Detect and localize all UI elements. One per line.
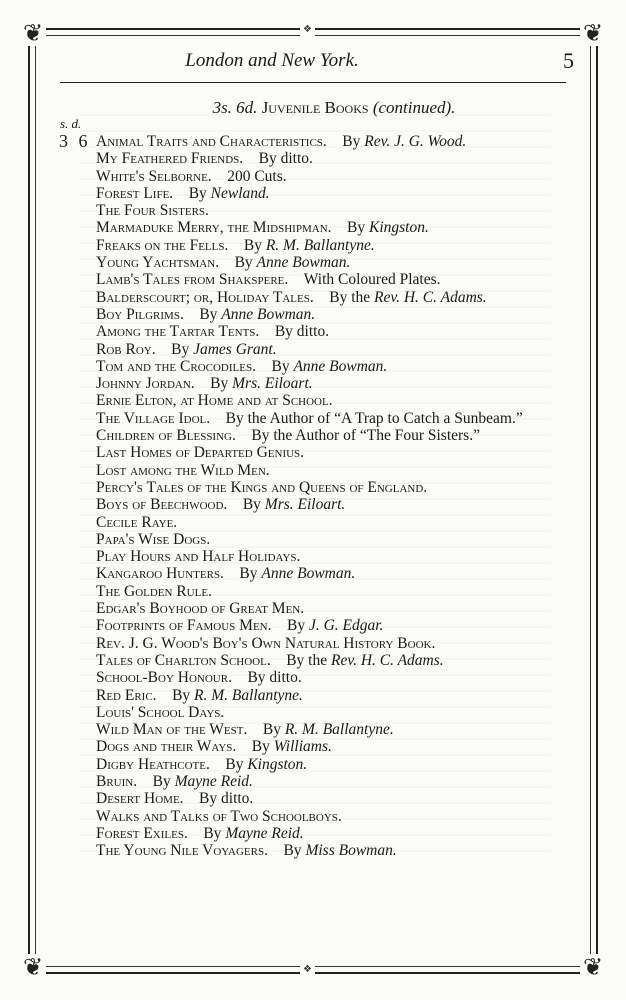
book-title: School-Boy Honour.: [96, 669, 232, 687]
book-entry: [96, 427, 560, 444]
book-entry: [96, 635, 560, 652]
book-author: R. M. Ballantyne.: [194, 686, 303, 704]
book-note: By ditto.: [258, 150, 313, 168]
book-title: Cecile Raye.: [96, 513, 178, 531]
book-title: Desert Home.: [96, 790, 184, 808]
book-by: By: [172, 686, 191, 704]
book-title: Lost among the Wild Men.: [96, 461, 270, 479]
book-entry: [96, 358, 560, 375]
section-title: [96, 98, 572, 118]
book-entry: [96, 531, 560, 548]
book-by: By: [203, 824, 222, 842]
book-title: The Village Idol.: [96, 409, 211, 427]
book-author: R. M. Ballantyne.: [265, 236, 375, 254]
corner-ornament-icon: ❦: [580, 20, 606, 46]
book-title: Louis' School Days.: [96, 703, 225, 721]
book-title: Marmaduke Merry, the Midshipman.: [96, 219, 332, 237]
price-column-value: 3 6: [59, 131, 91, 151]
book-entry: [96, 496, 560, 513]
corner-ornament-icon: ❦: [20, 954, 46, 980]
border-ornament-icon: ❖: [300, 24, 315, 36]
page-number: 5: [563, 48, 574, 73]
book-entry: [96, 825, 560, 842]
book-author: Mrs. Eiloart.: [232, 375, 313, 393]
book-author: Mayne Reid.: [174, 772, 253, 790]
book-author: Miss Bowman.: [305, 842, 397, 860]
book-note: 200 Cuts.: [227, 167, 287, 185]
book-entry: [96, 254, 560, 271]
book-by: By: [152, 772, 171, 790]
book-entry: [96, 271, 560, 288]
book-entry: [96, 738, 560, 755]
book-title: Dogs and their Ways.: [96, 738, 237, 756]
book-entry: [96, 548, 560, 565]
book-by: By: [347, 219, 366, 237]
book-author: Anne Bowman.: [256, 254, 351, 272]
book-author: Rev. H. C. Adams.: [374, 288, 487, 306]
book-author: Anne Bowman.: [221, 305, 316, 323]
section-title-text: Juvenile Books: [261, 98, 369, 117]
book-title: Lamb's Tales from Shakspere.: [96, 271, 289, 289]
book-title: Among the Tartar Tents.: [96, 323, 260, 341]
book-title: Boy Pilgrims.: [96, 305, 184, 323]
book-entry: [96, 721, 560, 738]
book-by: By: [271, 357, 290, 375]
book-by: By: [210, 375, 229, 393]
book-entry: [96, 444, 560, 461]
book-note: By ditto.: [274, 323, 330, 341]
book-author: Williams.: [273, 738, 332, 756]
book-title: Wild Man of the West.: [96, 721, 248, 739]
header-rule: [60, 82, 566, 83]
book-entry: [96, 652, 560, 669]
book-entry: [96, 617, 560, 634]
book-author: Newland.: [210, 184, 270, 202]
book-title: Digby Heathcote.: [96, 755, 210, 773]
book-by: By the: [286, 651, 328, 669]
book-entry: [96, 669, 560, 686]
book-title: My Feathered Friends.: [96, 150, 244, 168]
book-author: Kingston.: [247, 755, 308, 773]
book-author: Mayne Reid.: [225, 824, 304, 842]
book-by: By: [243, 236, 262, 254]
book-title: Johnny Jordan.: [96, 375, 195, 393]
book-author: James Grant.: [193, 340, 277, 358]
book-by: By the: [329, 288, 371, 306]
book-author: J. G. Edgar.: [308, 617, 384, 635]
book-note: By ditto.: [247, 669, 302, 687]
book-entry: [96, 168, 560, 185]
running-head: London and New York.: [185, 50, 359, 71]
page-header: [62, 46, 582, 80]
book-title: Edgar's Boyhood of Great Men.: [96, 600, 305, 618]
book-title: The Four Sisters.: [96, 202, 209, 220]
book-by: By: [234, 254, 253, 272]
book-by: By: [242, 496, 261, 514]
book-entry: [96, 323, 560, 340]
book-note: With Coloured Plates.: [303, 271, 441, 289]
book-author: Rev. J. G. Wood.: [364, 133, 467, 150]
book-by: By: [199, 305, 218, 323]
book-entry: [96, 600, 560, 617]
book-note: By the Author of “The Four Sisters.”: [251, 427, 480, 445]
book-title: Forest Life.: [96, 184, 174, 202]
book-entry: [96, 341, 560, 358]
book-by: By: [283, 842, 302, 860]
book-entry: [96, 306, 560, 323]
book-by: By: [225, 755, 244, 773]
book-entry: [96, 756, 560, 773]
book-by: By: [251, 738, 270, 756]
book-title: Play Hours and Half Holidays.: [96, 548, 301, 566]
book-entry: [96, 150, 560, 167]
book-entry: [96, 808, 560, 825]
book-entry: [96, 773, 560, 790]
book-entry: [96, 704, 560, 721]
book-title: Walks and Talks of Two Schoolboys.: [96, 807, 342, 825]
book-title: Young Yachtsman.: [96, 254, 220, 272]
book-entry: [96, 237, 560, 254]
book-note: By ditto.: [199, 790, 254, 808]
book-entry: [96, 133, 560, 150]
book-title: Boys of Beechwood.: [96, 496, 228, 514]
book-title: Tom and the Crocodiles.: [96, 357, 256, 375]
book-by: By: [239, 565, 258, 583]
book-entry: [96, 514, 560, 531]
book-title: Red Eric.: [96, 686, 157, 704]
book-by: By: [171, 340, 190, 358]
book-title: Animal Traits and Characteristics.: [96, 133, 327, 150]
book-entry: [96, 790, 560, 807]
book-title: The Golden Rule.: [96, 582, 212, 600]
book-title: Kangaroo Hunters.: [96, 565, 224, 583]
section-suffix: (continued).: [372, 98, 456, 117]
book-title: White's Selborne.: [96, 167, 212, 185]
book-entry: [96, 219, 560, 236]
book-title: Freaks on the Fells.: [96, 236, 229, 254]
book-title: Bruin.: [96, 772, 138, 790]
book-title: Forest Exiles.: [96, 824, 188, 842]
book-entry: [96, 842, 560, 859]
book-by: By: [286, 617, 306, 635]
book-entry: [96, 479, 560, 496]
book-note: By the Author of “A Trap to Catch a Sunbeam.”: [225, 409, 523, 427]
book-title: Last Homes of Departed Genius.: [96, 444, 305, 462]
book-list: [96, 133, 560, 859]
book-entry: [96, 687, 560, 704]
book-author: Mrs. Eiloart.: [264, 496, 346, 514]
book-title: Balderscourt; or, Holiday Tales.: [96, 288, 314, 306]
book-entry: [96, 289, 560, 306]
book-author: R. M. Ballantyne.: [284, 721, 394, 739]
book-title: Papa's Wise Dogs.: [96, 530, 211, 548]
book-author: Anne Bowman.: [261, 565, 356, 583]
book-author: Kingston.: [368, 219, 429, 237]
book-title: Footprints of Famous Men.: [96, 617, 272, 635]
book-entry: [96, 462, 560, 479]
book-title: The Young Nile Voyagers.: [96, 842, 268, 860]
border-ornament-icon: ❖: [300, 964, 315, 976]
corner-ornament-icon: ❦: [580, 954, 606, 980]
corner-ornament-icon: ❦: [20, 20, 46, 46]
book-title: Ernie Elton, at Home and at School.: [96, 392, 333, 410]
book-entry: [96, 375, 560, 392]
book-entry: [96, 392, 560, 409]
book-entry: [96, 583, 560, 600]
book-entry: [96, 202, 560, 219]
book-title: Rob Roy.: [96, 340, 156, 358]
book-title: Percy's Tales of the Kings and Queens of England.: [96, 478, 428, 496]
book-title: Children of Blessing.: [96, 427, 236, 445]
book-entry: [96, 185, 560, 202]
price-column-label: s. d.: [60, 116, 82, 131]
book-author: Rev. H. C. Adams.: [331, 651, 444, 669]
book-by: By: [262, 721, 281, 739]
book-entry: [96, 565, 560, 582]
book-by: By: [342, 133, 361, 150]
book-title: Tales of Charlton School.: [96, 651, 271, 669]
book-entry: [96, 410, 560, 427]
section-price: 3s. 6d.: [212, 98, 258, 117]
book-by: By: [188, 184, 207, 202]
book-author: Anne Bowman.: [293, 357, 388, 375]
book-title: Rev. J. G. Wood's Boy's Own Natural History Book.: [96, 634, 436, 652]
